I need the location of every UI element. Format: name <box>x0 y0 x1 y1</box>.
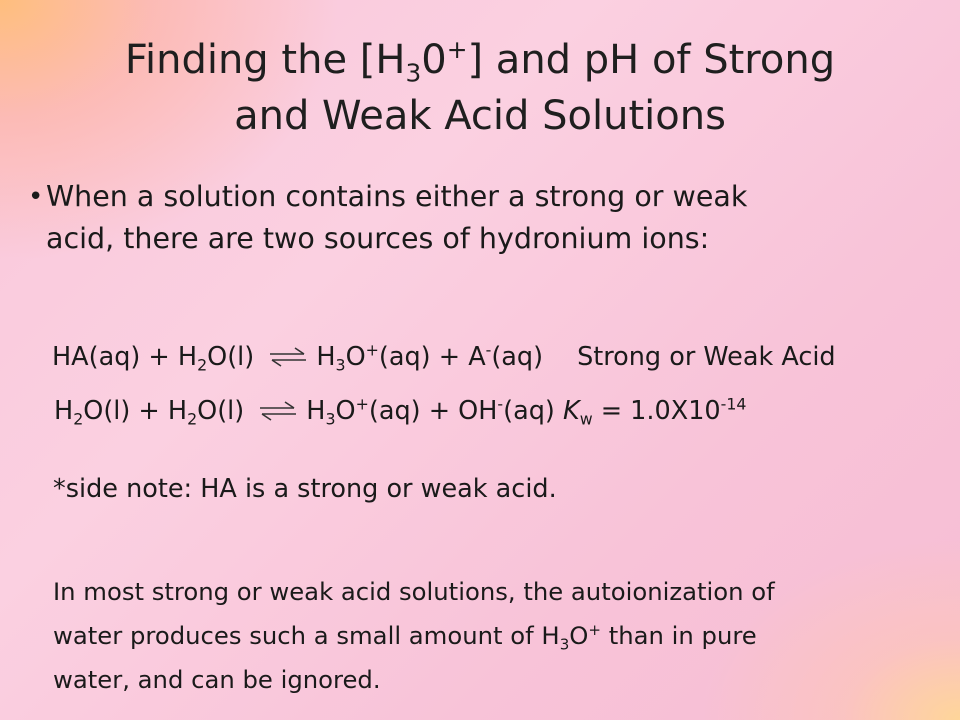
slide-title <box>70 32 890 144</box>
equilibrium-arrow-icon <box>268 346 308 368</box>
title-line-1: Finding the $[H_30^+]$ and pH of Strong <box>124 35 836 88</box>
equilibrium-arrow-icon <box>258 400 298 422</box>
equation-acid-ionization: $HA(aq) + H_2O(l) H_3O^+(aq) + A^-(aq)$ Strong or Weak Acid <box>52 340 836 375</box>
equation-water-autoionization: $H_2O(l) + H_2O(l) H_3O^+(aq) + OH^-(aq) K_w = 1.0X10^{-14}$ <box>54 394 747 429</box>
conclusion-paragraph: In most strong or weak acid solutions, the autoionization of water produces such a small amount of $H_3O^+$ than in pure water, and can be ignored. <box>53 577 775 694</box>
bullet-text: When a solution contains either a strong or weak acid, there are two sources of hydronium ions: <box>46 180 748 255</box>
equation-label: Strong or Weak Acid <box>577 342 836 372</box>
side-note: *side note: HA is a strong or weak acid. <box>53 474 557 504</box>
title-line-2: and Weak Acid Solutions <box>234 93 726 139</box>
bullet-icon: • <box>28 182 44 212</box>
